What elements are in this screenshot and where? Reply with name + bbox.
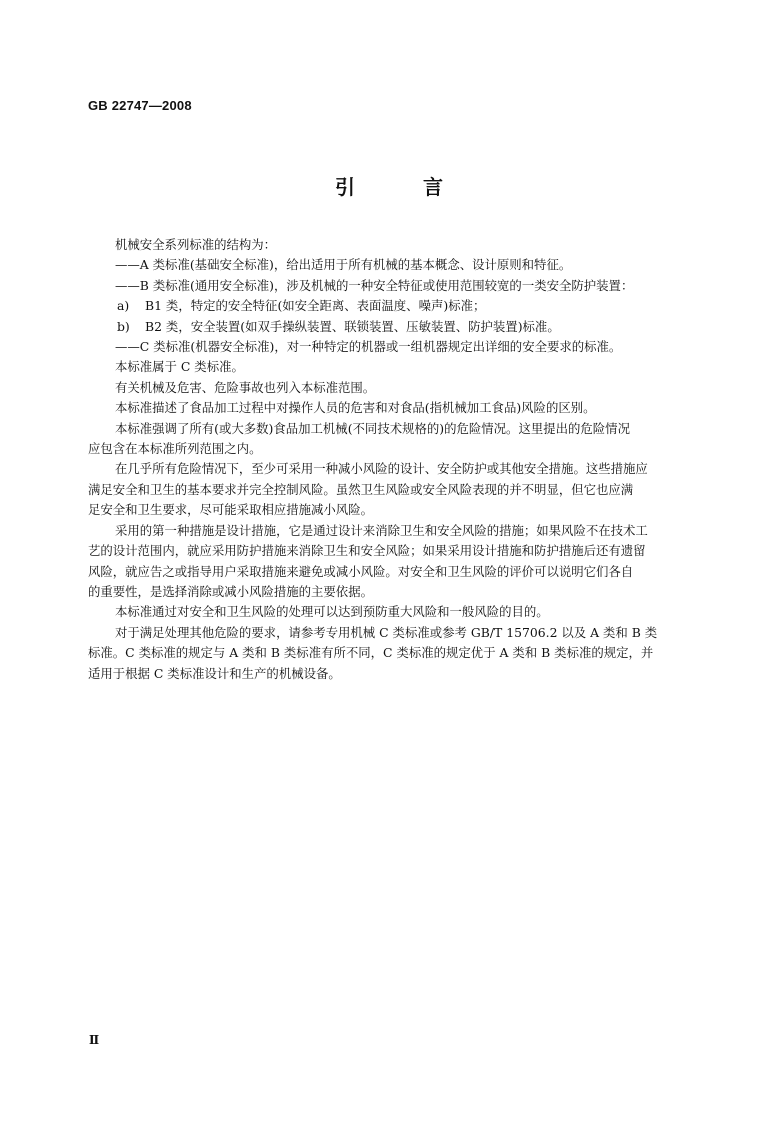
paragraph-line: 机械安全系列标准的结构为：	[115, 237, 277, 252]
sub-item-b1	[88, 296, 703, 316]
paragraph-line: 采用的第一种措施是设计措施，它是通过设计来消除卫生和安全风险的措施；如果风险不在技术工	[115, 522, 648, 538]
paragraph-line: 本标准描述了食品加工过程中对操作人员的危害和对食品(指机械加工食品)风险的区别。	[115, 400, 596, 416]
item-text: B2 类，安全装置(如双手操纵装置、联锁装置、压敏装置、防护装置)标准。	[145, 318, 560, 334]
item-text: B1 类，特定的安全特征(如安全距离、表面温度、噪声)标准；	[145, 298, 486, 314]
list-item-b-class: ——B 类标准(通用安全标准)，涉及机械的一种安全特征或使用范围较宽的一类安全防护装置：	[115, 277, 634, 293]
paragraph-line: 的重要性，是选择消除或减小风险措施的主要依据。	[88, 583, 373, 599]
item-marker: b)	[117, 318, 130, 334]
list-item-c-class: ——C 类标准(机器安全标准)，对一种特定的机器或一组机器规定出详细的安全要求的标准。	[115, 339, 622, 355]
paragraph-line: 风险，就应告之或指导用户采取措施来避免或减小风险。对安全和卫生风险的评价可以说明它们各自	[88, 563, 634, 579]
paragraph-line: 对于满足处理其他危险的要求，请参考专用机械 C 类标准或参考 GB/T 15706.2 以及 A 类和 B 类	[115, 624, 658, 640]
paragraph-line: 本标准强调了所有(或大多数)食品加工机械(不同技术规格的)的危险情况。这里提出的危险情况	[115, 420, 630, 436]
paragraph-line: 在几乎所有危险情况下，至少可采用一种减小风险的设计、安全防护或其他安全措施。这些措施应	[115, 461, 648, 477]
document-body	[88, 235, 703, 684]
paragraph-line: 本标准通过对安全和卫生风险的处理可以达到预防重大风险和一般风险的目的。	[115, 604, 549, 620]
paragraph-line: 艺的设计范围内，就应采用防护措施来消除卫生和安全风险；如果采用设计措施和防护措施后还有遗留	[88, 543, 646, 559]
paragraph-line: 适用于根据 C 类标准设计和生产的机械设备。	[88, 665, 341, 681]
paragraph-line: 有关机械及危害、危险事故也列入本标准范围。	[115, 379, 376, 395]
paragraph-line: 标准。C 类标准的规定与 A 类和 B 类标准有所不同，C 类标准的规定优于 A 类和 B 类标准的规定，并	[88, 645, 654, 661]
paragraph-line: 本标准属于 C 类标准。	[115, 359, 244, 375]
paragraph-line: 应包含在本标准所列范围之内。	[88, 441, 262, 457]
item-marker: a)	[117, 298, 130, 314]
list-item-a-class: ——A 类标准(基础安全标准)，给出适用于所有机械的基本概念、设计原则和特征。	[115, 257, 572, 273]
paragraph-line: 满足安全和卫生的基本要求并完全控制风险。虽然卫生风险或安全风险表现的并不明显，但它也应满	[88, 481, 634, 497]
page-number: Ⅱ	[89, 1033, 100, 1047]
standard-code: GB 22747—2008	[88, 98, 192, 113]
paragraph-line: 足安全和卫生要求，尽可能采取相应措施减小风险。	[88, 502, 373, 518]
page-title: 引 言	[335, 175, 467, 199]
sub-item-b2	[88, 317, 703, 337]
